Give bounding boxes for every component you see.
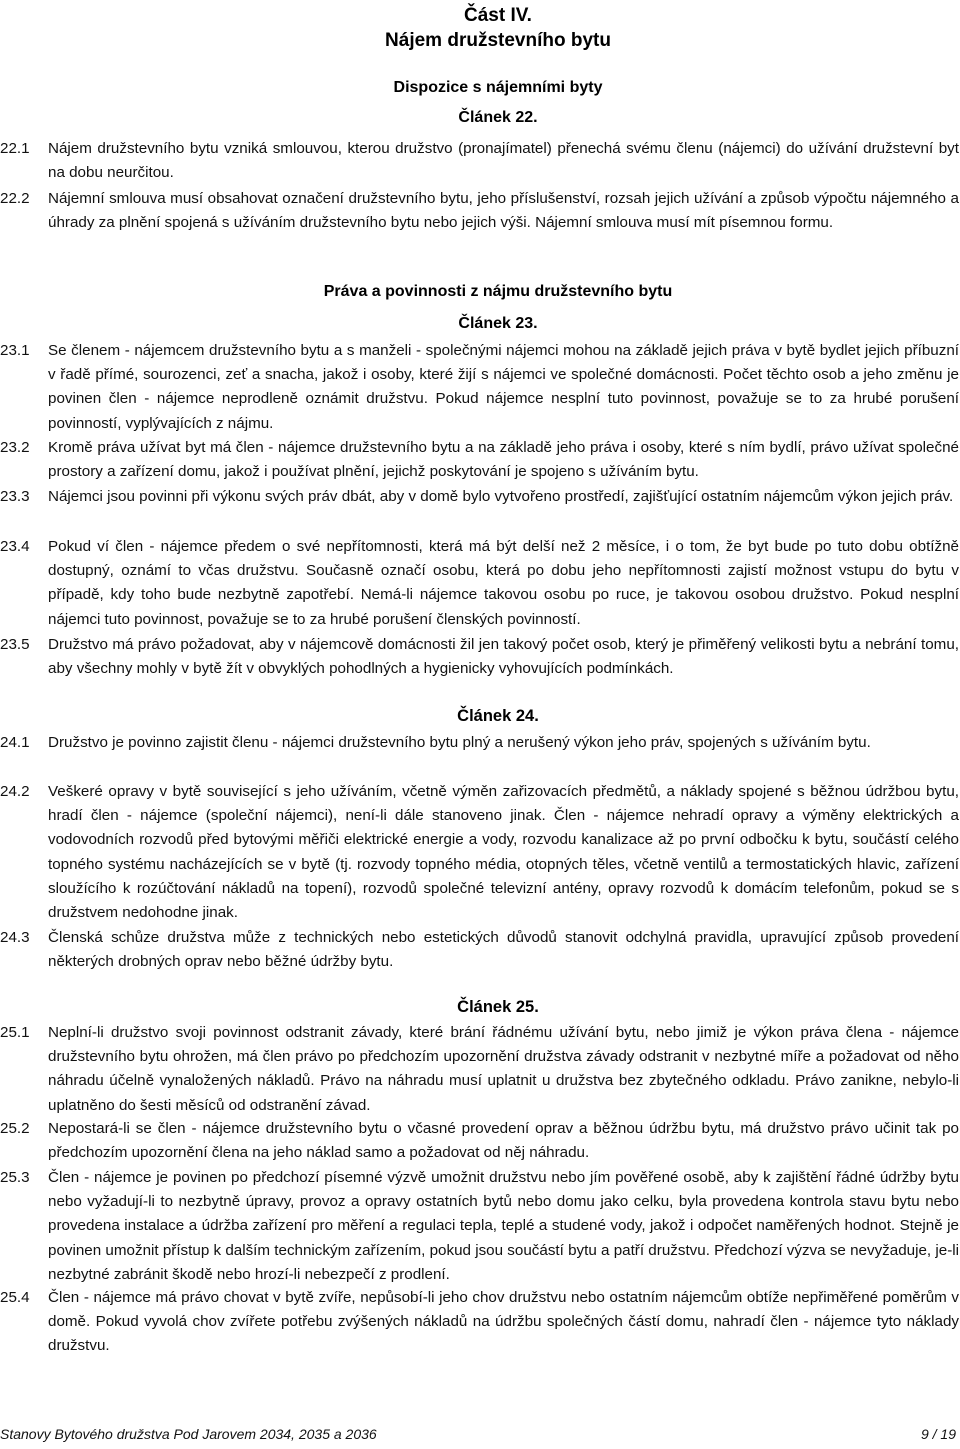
paragraph-text: Nájemci jsou povinni při výkonu svých práv dbát, aby v domě bylo vytvořeno prostředí, zajišťující ostatním nájemcům výkon jejich práv. (48, 488, 954, 505)
paragraph-text: Člen - nájemce je povinen po předchozí písemné výzvě umožnit družstvu nebo jím pověřené osobě, aby k zajištění řádné údržby bytu nebo vyžadují-li to nezbytně úpravy, provoz a opravy ostatních bytů nebo domu jako celku, byla provedena kontrola stavu bytu nebo provedena instalace a údržba zařízení pro měření a regulaci tepla, teplé a studené vody, jakož i odpočet naměřených hodnot. Stejně je povinen umožnit přístup k dalším technickým zařízením, pokud jsou součástí bytu a patří družstvu. Předchozí výzva se nevyžaduje, je-li nezbytné zabránit škodě nebo hrozí-li nebezpečí z prodlení. (48, 1169, 959, 1283)
paragraph-text: Členská schůze družstva může z technických nebo estetických důvodů stanovit odchylná pravidla, upravující způsob provedení některých drobných oprav nebo běžné údržby bytu. (48, 929, 959, 971)
paragraph-number: 22.1 (0, 140, 30, 157)
paragraph-number: 23.2 (0, 439, 30, 456)
paragraph-number: 23.3 (0, 488, 30, 505)
paragraph-number: 23.1 (0, 342, 30, 359)
paragraph-number: 24.2 (0, 783, 30, 800)
paragraph-number: 25.2 (0, 1120, 30, 1137)
section-heading-prava: Práva a povinnosti z nájmu družstevního bytu (323, 283, 673, 300)
paragraph-text: Družstvo je povinno zajistit členu - nájemci družstevního bytu plný a nerušený výkon jeho práv, spojených s užíváním bytu. (48, 734, 871, 751)
paragraph-text: Nájemní smlouva musí obsahovat označení družstevního bytu, jeho příslušenství, rozsah jejich užívání a způsob výpočtu nájemného a úhrady za plnění spojená s užíváním družstevního bytu nebo jejich výši. Nájemní smlouva musí mít písemnou formu. (48, 190, 959, 232)
part-title: Část IV. (464, 5, 532, 26)
paragraph-text: Kromě práva užívat byt má člen - nájemce družstevního bytu a na základě jeho práva i osoby, které s ním bydlí, právo užívat společné prostory a zařízení domu, jakož i používat plnění, jejichž poskytování je spojeno s užíváním bytu. (48, 439, 959, 481)
footer-document-title: Stanovy Bytového družstva Pod Jarovem 2034, 2035 a 2036 (0, 1426, 377, 1442)
paragraph-text: Nájem družstevního bytu vzniká smlouvou, kterou družstvo (pronajímatel) přenechá svému členu (nájemci) do užívání družstevní byt na dobu neurčitou. (48, 140, 959, 182)
paragraph-text: Družstvo má právo požadovat, aby v nájemcově domácnosti žil jen takový počet osob, který je přiměřený velikosti bytu a nebrání tomu, aby všechny mohly v bytě žít v obvyklých pohodlných a hygienicky vyhovujících podmínkách. (48, 636, 959, 678)
paragraph-text: Veškeré opravy v bytě související s jeho užíváním, včetně výměn zařizovacích předmětů, a náklady spojené s běžnou údržbou bytu, hradí člen - nájemce (společní nájemci), není-li dále stanoveno jinak. Člen - nájemce nehradí opravy a výměny elektrických a vodovodních rozvodů před bytovými měřiči elektrické energie a vody, rozvodu kanalizace až po první odbočku k bytu, součástí celého topného systému nacházejících se v bytě (tj. rozvody topného média, otopných těles, včetně ventilů a termostatických hlavic, zařízení sloužícího k rozúčtování nákladů na topení), rozvodů společné televizní antény, opravy rozvodů k domácím telefonům, pokud se s družstvem nedohodne jinak. (48, 783, 959, 922)
article-heading-24: Článek 24. (457, 707, 539, 725)
page-number: 9 / 19 (920, 1426, 956, 1442)
paragraph-number: 25.1 (0, 1024, 30, 1041)
paragraph-number: 23.5 (0, 636, 30, 653)
paragraph-number: 23.4 (0, 538, 30, 555)
paragraph-text: Pokud ví člen - nájemce předem o své nepřítomnosti, která má být delší než 2 měsíce, i o tom, že byt bude po tuto dobu obtížně dostupný, oznámí to včas družstvu. Současně označí osobu, která po dobu jeho nepřítomnosti zajistí možnost vstupu do bytu v případě, kdy toho bude nezbytně zapotřebí. Nemá-li nájemce takovou osobu po ruce, je takovou osobou družstvo. Pokud nesplní nájemci tuto povinnost, považuje se to za hrubé porušení členských povinností. (48, 538, 959, 628)
paragraph-text: Neplní-li družstvo svoji povinnost odstranit závady, které brání řádnému užívání bytu, nebo jimiž je výkon práva člena - nájemce družstevního bytu ohrožen, má člen právo po předchozím upozornění družstva závady odstranit v nezbytné míře a požadovat od něho náhradu účelně vynaložených nákladů. Právo na náhradu musí uplatnit u družstva bez zbytečného odkladu. Právo zanikne, nebylo-li uplatněno do šesti měsíců od odstranění závad. (48, 1024, 959, 1114)
article-heading-23: Článek 23. (458, 315, 538, 332)
paragraph-number: 25.4 (0, 1289, 30, 1306)
paragraph-number: 24.3 (0, 929, 30, 946)
paragraph-number: 22.2 (0, 190, 30, 207)
paragraph-text: Nepostará-li se člen - nájemce družstevního bytu o včasné provedení oprav a běžnou údržbu bytu, má družstvo právo učinit tak po předchozím upozornění člena na jeho náklad samo a požadovat od něj náhradu. (48, 1120, 959, 1162)
paragraph-number: 25.3 (0, 1169, 30, 1186)
paragraph-text: Člen - nájemce má právo chovat v bytě zvíře, nepůsobí-li jeho chov družstvu nebo ostatním nájemcům obtíže nepřiměřené poměrům v domě. Pokud vyvolá chov zvířete potřebu zvýšených nákladů na údržbu společných částí domu, nahradí člen - nájemce tyto náklady družstvu. (48, 1289, 959, 1355)
paragraph-number: 24.1 (0, 734, 30, 751)
article-heading-25: Článek 25. (457, 998, 539, 1016)
article-heading-22: Článek 22. (458, 109, 538, 126)
part-subtitle: Nájem družstevního bytu (385, 30, 611, 51)
section-heading-dispozice: Dispozice s nájemními byty (393, 79, 603, 96)
paragraph-text: Se členem - nájemcem družstevního bytu a s manželi - společnými nájemci mohou na základě jejich práva v bytě bydlet jejich příbuzní v řadě přímé, sourozenci, zeť a snacha, jakož i osoby, které žijí s nájemci ve společné domácnosti. Počet těchto osob a jeho změnu je povinen člen - nájemce neprodleně oznámit družstvu. Pokud nájemce nesplní tuto povinnost, považuje se to za hrubé porušení povinností, vyplývajících z nájmu. (48, 342, 959, 432)
